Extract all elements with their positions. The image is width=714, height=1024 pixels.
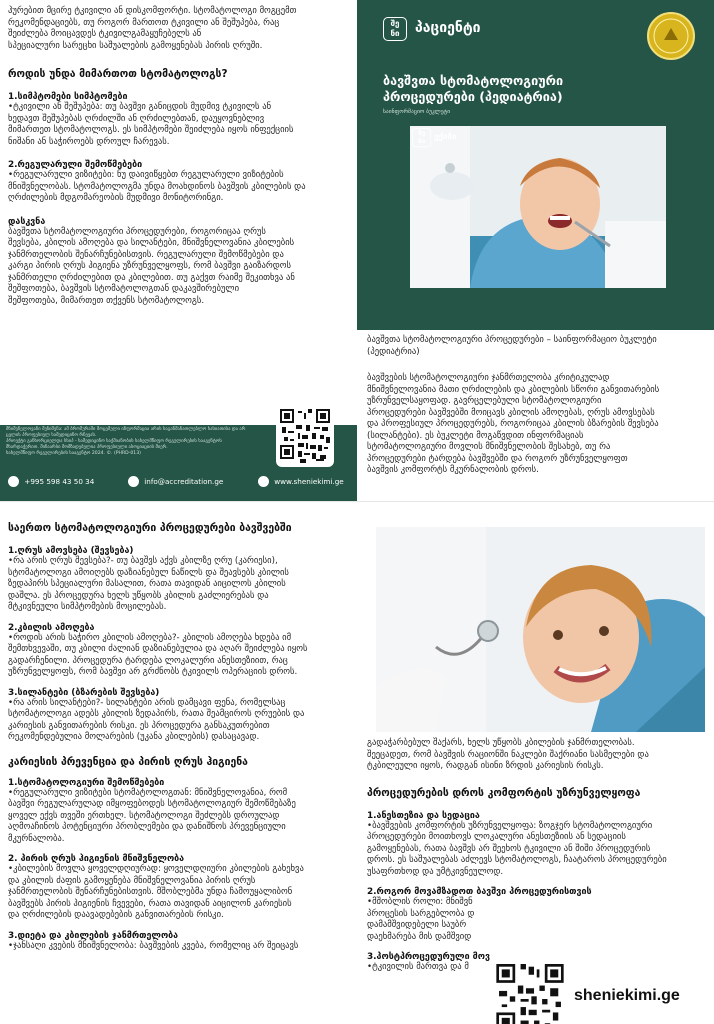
section-body: ბავშვთა სტომატოლოგიური პროცედურები, როგორიცაა ღრუს შევსება, კბილის ამოღება და სილანტები, მნიშვნელოვანია კბილების ჯანმრთელობის შენარჩუნებისთვის. რეგულარული შემოწმებები და კარგი პირის ღრუს ჰიგიენა უზრუნველყოფს, რომ ბავშვი გაიზარდოს ჯანმრთელი ღრძილებით და კბილებით. თუ გაქვთ რაიმე შეკითხვა ან შეშფოთება, ბავშვის სტომატოლოგთან დაკავშირებული შეშფოთება, მიმართეთ თქვენს სტომატოლოგს. (8, 226, 295, 306)
child-smile-image (376, 527, 705, 732)
section-body: •რა არის სილანტები?- სილანტები არის დამცავი ფენა, რომელსაც სტომატოლოგი ადებს კბილის ზედაპირს, რათა შეამციროს ღრუების და კარიესის განვითარების რისკი. ეს პროცედურა განსაკუთრებით რეკომენდებულია მოლარების (უკანა კბილების) დასაცავად. (8, 697, 305, 743)
email-address: info@accreditation.ge (144, 476, 224, 486)
section-title: 2. პირის ღრუს ჰიგიენის მნიშვნელობა (8, 854, 185, 865)
seal-emblem-icon (649, 14, 693, 58)
photo-brand-name: ექიმი (434, 132, 457, 141)
section-title: 1.სტომატოლოგიური შემოწმებები (8, 777, 165, 788)
section-title: დასკვნა (8, 216, 46, 227)
comfort-heading: პროცედურების დროს კომფორტის უზრუნველყოფა (367, 786, 641, 799)
prevention-heading: კარიესის პრევენცია და პირის ღრუს ჰიგიენა (8, 755, 248, 768)
intro-body: ბავშვების სტომატოლოგიური ჯანმრთელობა კრიტიკულად მნიშვნელოვანია მათი ღრძილების და კბილების სწორი განვითარების უზრუნველსაყოფად. გავრცელებული სტომატოლოგიური პროცედურები ბავშვებში მოიცავს კბილის ამოღებას, ღრუს ამოვსებას და პროფესიულ პროცედურებს, როგორიცაა კბილის ბზარების შევსება (სილანტები). ეს ბუკლეტი მოგაწვდით ინფორმაციას სტომატოლოგიური მოვლის მნიშვნელობის შესახებ, თუ რა პროცედურები ტარდება ბავშვებში და როგორ უზრუნველყოფთ ბავშვის კომფორტს მკურნალობის დროს. (367, 373, 660, 476)
phone-icon (8, 476, 19, 487)
section-body: •კბილების მოვლა ყოველდღიურად: ყოველდღიური კბილების გახეხვა და კბილის ძაფის გამოყენება მნიშვნელოვანია პირის ღრუს ჯანმრთელობის შენარჩუნებისთვის. მშობლებმა უნდა ჩამოუყალიბონ ბავშვებს პირის ჰიგიენის ჩვევები, რათა თავიდან აიცილონ კარიესის და ღრძილების დაავადებების განვითარების რისკი. (8, 864, 304, 921)
continued-text: გადაჭარბებულ შაქარს, ხელს უწყობს კბილების ჯანმრთელობას. შეეცადეთ, რომ ბავშვის რაციონში ნაკლები შაქრიანი სასმელები და ტკბილეული იყოს, რადგან ისინი ზრდის კარიესის რისკს. (367, 738, 649, 772)
section-body: •მშობლის როლი: მნიშვნ პროცესის სარგებლობა დ დამამშვიდებელი საუბრ დაეხმარება მის დამშვიდ (367, 897, 475, 942)
section (8, 688, 353, 744)
email-contact[interactable] (128, 476, 223, 487)
section-body: •ბავშვების კომფორტის უზრუნველყოფა: ზოგჯერ სტომატოლოგიური პროცედურები მოითხოვს ლოკალური ანესთეზიის ან სედაციის გამოყენებას, რათა ბავშვს არ შეეხოს ტკივილი ან შიში პროცედურის დროს. ეს საშუალებას აძლევს სტომატოლოგს, ჩაატაროს პროცედურები უსაფრთხოდ და უმტკივნეულოდ. (367, 820, 667, 877)
footer-disclaimer: მნიშვნელოვანი შენიშვნა: ამ ბროშურაში მოცემული ინფორმაცია არის საგანმანათლებლო ხასიათისა და არ ცვლის პროფესიულ სამედიცინო რჩევას. პროექტი განხორციელდა სსიპ - სამედიცინო საქმიანობის სახელმწიფო რეგულირების სააგენტოს მხარდაჭერით. შინაარსი მომზადებულია პროფესიული ასოციაციის მიერ. სახელმწიფო რეგულირების სააგენტო 2024. ©. (PHRD-013) (6, 427, 246, 456)
when-to-see-dentist-heading: როდის უნდა მიმართოთ სტომატოლოგს? (8, 68, 228, 81)
brand-logo: შე ნი (383, 17, 407, 41)
section-title: 2.რეგულარული შემოწმებები (8, 160, 143, 171)
watermark-stamp (492, 960, 702, 1022)
section-body: •ტკივილი ან შეშუპება: თუ ბავშვი განიცდის მუდმივ ტკივილს ან ხედავთ შეშუპებას ღრძილში ან ღრძილებთან, დაუყოვნებლივ მიმართეთ სტომატოლოგს. ეს სიმპტომები შეიძლება იყოს ინფექციის ნიშანი ან საჭიროებს დროულ ჩარევას. (8, 102, 294, 147)
section-body: •რეგულარული ვიზიტები: ნუ დაივიწყებთ რეგულარული ვიზიტების მნიშვნელობას. სტომატოლოგმა უნდა მოახდინოს ბავშვის კბილების და ღრძილების მდგომარეობის მუდმივი მონიტორინგი. (8, 170, 306, 204)
stamp-qr-code[interactable] (496, 964, 564, 1024)
section-body: •როდის არის საჭირო კბილის ამოღება?- კბილის ამოღება ხდება იმ შემთხვევაში, თუ კბილი ძალიან დაზიანებულია და აღარ შეიძლება იყოს გადარჩენილი. პროცედურა ტარდება ლოკალური ანესთეზიით, რაც უზრუნველყოფს, რომ ბავშვი არ გრძნობს ტკივილს ოპერაციის დროს. (8, 632, 308, 678)
contact-footer (0, 425, 357, 501)
section-body: •რა არის ღრუს შევსება?- თუ ბავშვს აქვს კბილზე ღრუ (კარიესი), სტომატოლოგი ამოიღებს დაზიანებულ ნაწილს და შეავსებს კბილის ზედაპირს სპეციალური მასალით, რათა თავიდან აიცილოს კბილის დაშლა. ეს პროცედურა ხელს უწყობს კბილის გაძლიერებას და მტკივნეული სიმპტომების მოცილებას. (8, 556, 289, 613)
top-left-column (8, 6, 348, 307)
page-divider (0, 501, 714, 513)
bottom-left-column (8, 522, 353, 952)
section (8, 931, 353, 953)
section (8, 778, 353, 846)
cover-panel (357, 0, 714, 330)
section (8, 854, 353, 922)
qr-code-image (280, 409, 330, 463)
globe-icon (258, 476, 269, 487)
phone-contact[interactable] (8, 476, 94, 487)
section-title: 1.ანესთეზია და სედაცია (367, 810, 480, 821)
website-contact[interactable] (258, 476, 344, 487)
section-title: 3.პოსტპროცედურული მოვ (367, 952, 490, 963)
website-url: www.sheniekimi.ge (274, 476, 344, 486)
cover-photo (410, 126, 666, 288)
section (367, 811, 707, 879)
caption: ბავშვთა სტომატოლოგიური პროცედურები – საინფორმაციო ბუკლეტი (პედიატრია) (367, 335, 657, 357)
section-body: •ჯანსაღი კვების მნიშვნელობა: ბავშვების კვება, რომელიც არ შეიცავს (8, 940, 299, 951)
booklet-title: ბავშვთა სტომატოლოგიური პროცედურები (პედიატრია) (383, 73, 564, 105)
stamp-url[interactable]: sheniekimi.ge (574, 987, 680, 1004)
section (8, 217, 348, 308)
section-title: 1.ღრუს ამოვსება (შევსება) (8, 546, 134, 556)
bottom-right-column (367, 738, 707, 974)
booklet-subtitle: საინფორმაციო ბუკლეტი (383, 109, 451, 115)
photo-logo: შე ნი (412, 128, 431, 147)
section-title: 1.სიმპტომები სიმპტომები (8, 92, 128, 103)
qr-code[interactable] (276, 405, 334, 467)
section (8, 546, 353, 614)
phone-number: +995 598 43 50 34 (24, 476, 95, 486)
section (8, 160, 348, 205)
section-title: 3.დიეტა და კბილების ჯანმრთელობა (8, 930, 179, 941)
section-list (8, 92, 348, 307)
section-title: 3.სილანტები (ბზარების შევსება) (8, 687, 160, 698)
section-title: 2.როგორ მოვამზადოთ ბავშვი პროცედურისთვის (367, 887, 592, 898)
child-dentist-photo (410, 126, 666, 288)
section (8, 92, 348, 148)
email-icon (128, 476, 139, 487)
section-body: •რეგულარული ვიზიტები სტომატოლოგთან: მნიშვნელოვანია, რომ ბავშვი რეგულარულად იმყოფებოდეს სტომატოლოგიურ შემოწმებაზე ყოველ ექვს თვეში ერთხელ. სტომატოლოგი შეძლებს დროულად აღმოაჩინოს პოტენციური პრობლემები და დანიშნოს პრევენციული მკურნალობა. (8, 787, 296, 844)
child-smile-photo (376, 527, 705, 732)
section (8, 623, 353, 679)
brand-name: პაციენტი (415, 20, 481, 36)
stamp-qr-image (496, 964, 564, 1024)
cover-intro (357, 330, 714, 501)
section (367, 887, 707, 943)
gold-seal (647, 12, 695, 60)
intro-text: ჰურებით მცირე ტკივილი ან დისკომფორტი. სტომატოლოგი მოგცემთ რეკომენდაციებს, თუ როგორ მართოთ ტკივილი ან შეშუპება, რაც შეიძლება მოიცავდეს ტკივილგამაყუჩებელს ან სპეციალური სარეცხი საშუალების გამოყენებას პირის ღრუში. (8, 6, 297, 51)
section-title: 2.კბილის ამოღება (8, 622, 95, 633)
common-procedures-heading: საერთო სტომატოლოგიური პროცედურები ბავშვებში (8, 522, 292, 534)
section-body: •ტკივილის მართვა და მ (367, 962, 469, 973)
